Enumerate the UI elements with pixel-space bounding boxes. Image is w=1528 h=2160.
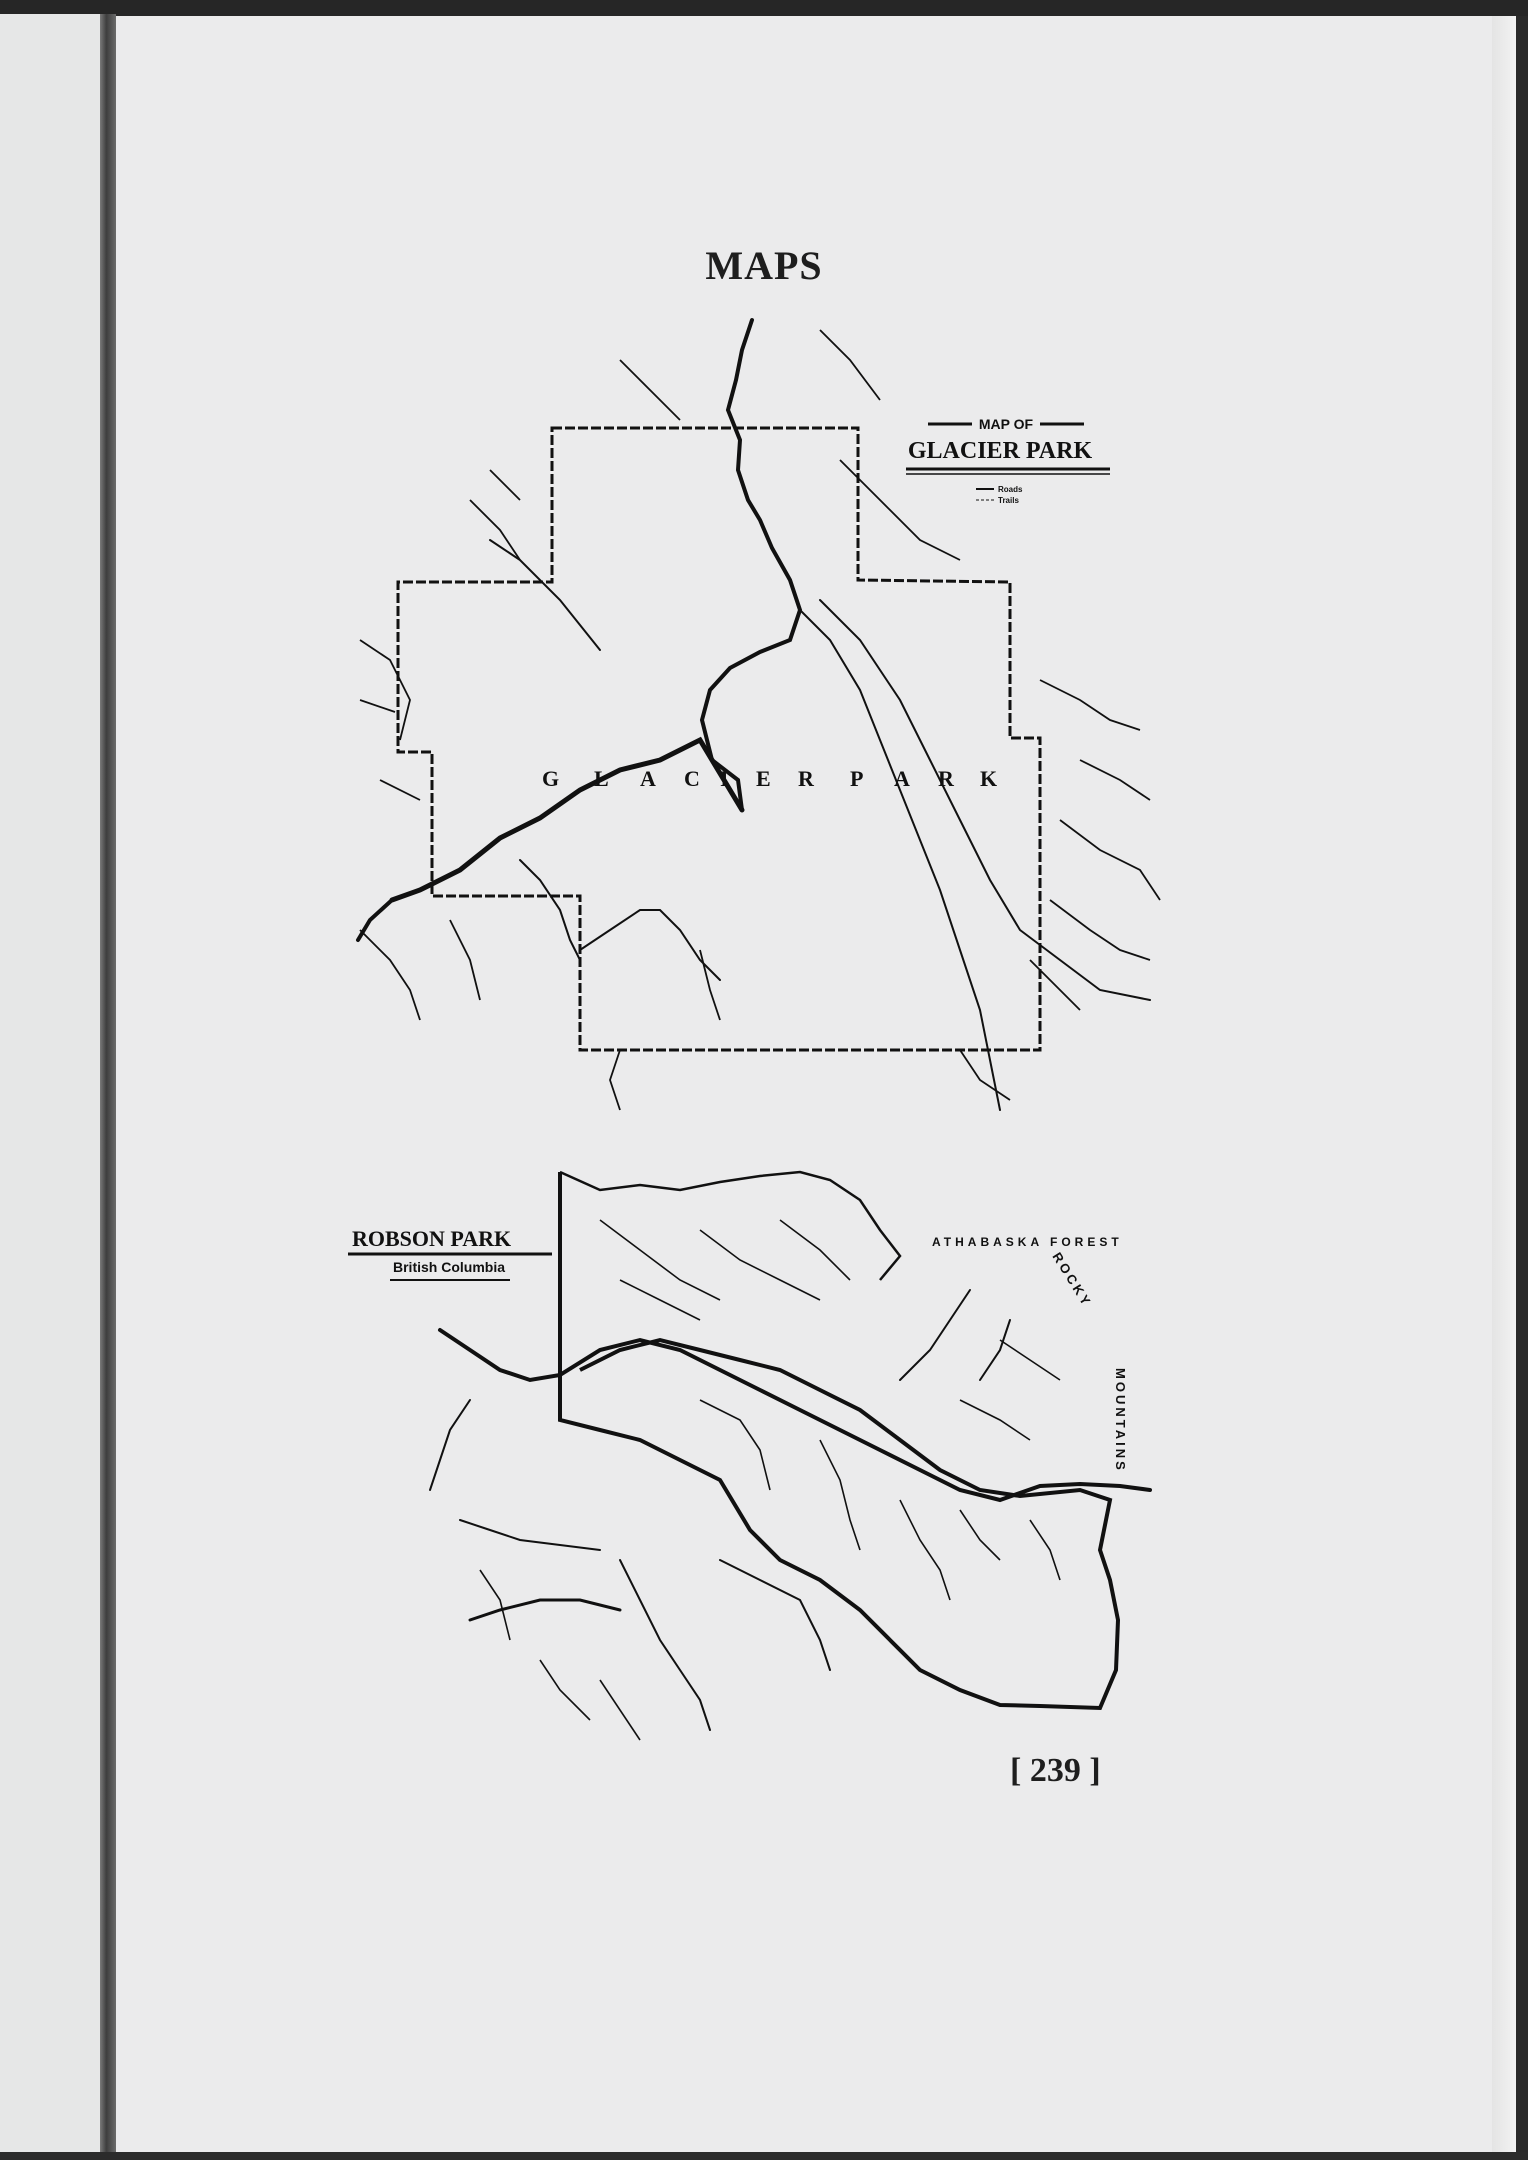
park-letter: E [756, 766, 771, 791]
park-letter: L [594, 766, 609, 791]
park-letter: K [980, 766, 998, 791]
legend-trails: Trails [998, 496, 1019, 505]
park-letter: P [850, 766, 864, 791]
park-letter: A [894, 766, 910, 791]
rocky-label: ROCKY [1049, 1249, 1096, 1311]
robson-tributaries [480, 1220, 1060, 1740]
glacier-map-title: GLACIER PARK [907, 438, 1093, 464]
page-number: [ 239 ] [1010, 1752, 1101, 1789]
robson-rivers [430, 1290, 1150, 1730]
robson-map-title: ROBSON PARK [352, 1226, 512, 1251]
robson-map-subtitle: British Columbia [393, 1259, 506, 1275]
robson-title-block [348, 1226, 552, 1280]
park-letter: I [720, 766, 729, 791]
page-heading: MAPS [705, 243, 823, 288]
athabaska-forest-label: ATHABASKA FOREST [932, 1235, 1123, 1249]
park-letter: G [542, 766, 560, 791]
legend-roads: Roads [998, 485, 1023, 494]
park-letter: A [640, 766, 656, 791]
map-of-label: MAP OF [978, 416, 1034, 432]
park-letter: C [684, 766, 700, 791]
park-letter: R [798, 766, 814, 791]
park-letter: R [938, 766, 954, 791]
mountains-label: MOUNTAINS [1113, 1368, 1128, 1473]
